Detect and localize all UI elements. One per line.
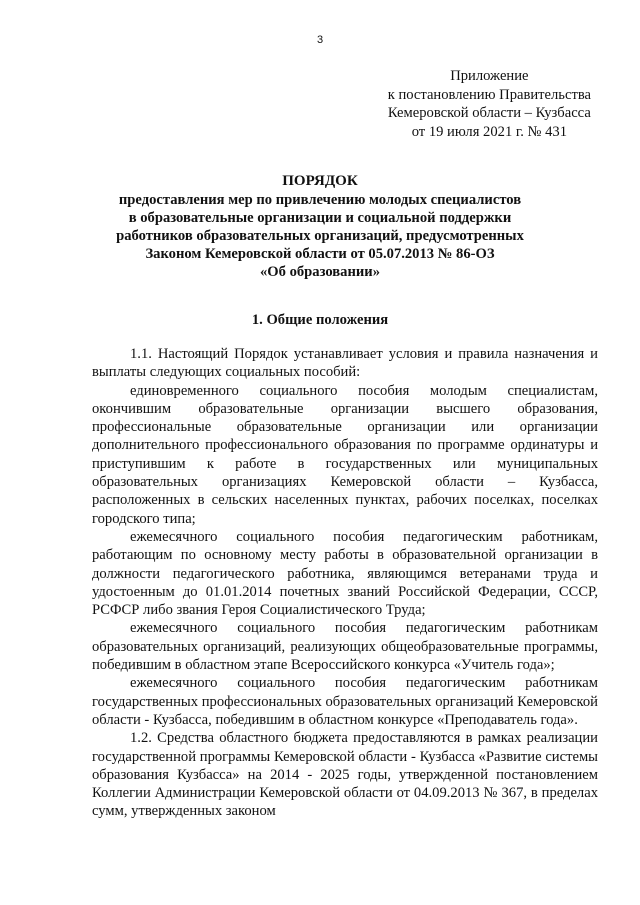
paragraph: ежемесячного социального пособия педагогическим работникам образовательных организаций, реализующих общеобразовательные программы, победившим в областном этапе Всероссийского конкурса «Учитель года»; <box>92 620 598 674</box>
appendix-block <box>388 67 591 141</box>
title-line: предоставления мер по привлечению молодых специалистов <box>118 192 522 208</box>
title-line: в образовательные организации и социальной поддержки <box>128 210 512 226</box>
title-line: «Об образовании» <box>259 264 380 280</box>
document-title <box>0 172 640 281</box>
paragraph: 1.2. Средства областного бюджета предоставляются в рамках реализации государственной программы Кемеровской области - Кузбасса «Развитие системы образования Кузбасса» на 2014 - 2025 годы, утвержденной постановлением Коллегии Администрации Кемеровской области от 04.09.2013 № 367, в пределах сумм, утвержденных законом <box>92 730 598 820</box>
paragraph: ежемесячного социального пособия педагогическим работникам, работающим по основному месту работы в образовательной организации в должности педагогического работника, являющимся ветеранами труда и удостоенным до 01.01.2014 почетных званий Российской Федерации, СССР, РСФСР либо звания Героя Социалистического Труда; <box>92 528 598 619</box>
appendix-line: от 19 июля 2021 г. № 431 <box>411 123 567 140</box>
paragraph: единовременного социального пособия молодым специалистам, окончившим образовательные организации высшего образования, профессиональные образовательные организации или организации дополнительного профессионального образования по программе ординатуры и приступившим к работе в государственных или муниципальных образовательных организациях Кемеровской области – Кузбасса, расположенных в сельских населенных пунктах, рабочих поселках, поселках городского типа; <box>92 382 598 527</box>
appendix-line: Приложение <box>450 68 529 84</box>
appendix-line: к постановлению Правительства <box>387 86 591 103</box>
appendix-line: Кемеровской области – Кузбасса <box>387 105 591 121</box>
page-number: 3 <box>316 34 324 46</box>
paragraph: ежемесячного социального пособия педагогическим работникам государственных профессиональных образовательных организаций Кемеровской области - Кузбасса, победившим в областном конкурсе «Преподаватель года». <box>92 675 598 728</box>
title-main: ПОРЯДОК <box>282 173 358 189</box>
title-line: работников образовательных организаций, предусмотренных <box>116 228 524 244</box>
section-body <box>92 345 598 821</box>
title-line: Законом Кемеровской области от 05.07.2013 № 86-ОЗ <box>145 246 495 262</box>
paragraph: 1.1. Настоящий Порядок устанавливает условия и правила назначения и выплаты следующих социальных пособий: <box>92 346 598 381</box>
section-heading: 1. Общие положения <box>251 312 389 328</box>
